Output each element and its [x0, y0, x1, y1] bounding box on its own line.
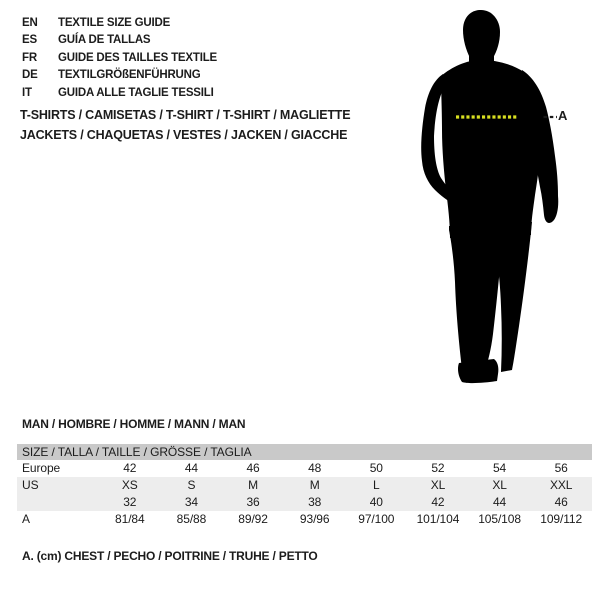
language-row — [22, 15, 382, 32]
language-row — [22, 85, 382, 102]
language-code: FR — [22, 51, 37, 64]
language-title: TEXTILGRÖßENFÜHRUNG — [58, 69, 201, 82]
table-cell: 85/88 — [176, 512, 207, 526]
table-cell: M — [248, 478, 259, 492]
table-row-europe — [17, 460, 592, 477]
table-cell: 40 — [369, 495, 383, 509]
table-cell: S — [187, 478, 196, 492]
garment-categories — [20, 106, 440, 145]
language-code: ES — [22, 34, 37, 47]
language-title: GUIDA ALLE TAGLIE TESSILI — [58, 86, 214, 99]
table-cell: XL — [492, 478, 507, 492]
table-cell: XS — [121, 478, 138, 492]
table-cell: 89/92 — [238, 512, 268, 526]
silhouette-shapes — [421, 10, 558, 383]
category-jackets: JACKETS / CHAQUETAS / VESTES / JACKEN / GIACCHE — [20, 127, 348, 142]
language-code: IT — [22, 86, 32, 99]
size-table-header: SIZE / TALLA / TAILLE / GRÖSSE / TAGLIA — [17, 444, 592, 460]
measure-label-a: A — [558, 108, 568, 123]
table-cell: 93/96 — [299, 512, 330, 526]
language-code: DE — [22, 69, 38, 82]
language-title: TEXTILE SIZE GUIDE — [58, 17, 171, 29]
language-code: EN — [22, 17, 38, 29]
table-cell: L — [373, 478, 380, 492]
table-cell: 54 — [492, 461, 507, 475]
man-silhouette-svg — [405, 0, 600, 400]
table-cell: 36 — [246, 495, 260, 509]
language-title: GUIDE DES TAILLES TEXTILE — [58, 51, 217, 64]
table-cell: XXL — [549, 478, 573, 492]
table-cell: M — [309, 478, 320, 492]
table-cell: 101/104 — [416, 512, 460, 526]
table-cell: 46 — [554, 495, 568, 509]
row-label: Europe — [22, 461, 61, 475]
language-row — [22, 32, 382, 49]
table-cell: 38 — [308, 495, 322, 509]
table-cell: 56 — [554, 461, 568, 475]
table-cell: 44 — [184, 461, 199, 475]
man-silhouette-figure — [405, 0, 600, 400]
table-cell: 81/84 — [115, 512, 145, 526]
table-cell: 52 — [431, 461, 445, 475]
table-row-chest-cm — [17, 511, 592, 528]
row-label: US — [22, 478, 39, 492]
size-table — [17, 444, 592, 528]
row-label: A — [22, 512, 30, 526]
table-cell: 46 — [246, 461, 260, 475]
language-row — [22, 50, 382, 67]
table-cell: 44 — [492, 495, 507, 509]
table-cell: 42 — [431, 495, 445, 509]
language-row — [22, 67, 382, 84]
table-cell: 32 — [123, 495, 137, 509]
table-cell: 109/112 — [540, 512, 583, 526]
section-title-man: MAN / HOMBRE / HOMME / MANN / MAN — [22, 417, 246, 431]
table-cell: 48 — [308, 461, 322, 475]
table-cell: 97/100 — [358, 512, 395, 526]
language-title: GUÍA DE TALLAS — [58, 34, 151, 47]
category-tshirts: T-SHIRTS / CAMISETAS / T-SHIRT / T-SHIRT / MAGLIETTE — [20, 108, 351, 122]
measure-footnote: A. (cm) CHEST / PECHO / POITRINE / TRUHE / PETTO — [22, 549, 318, 563]
table-cell: 34 — [184, 495, 199, 509]
table-cell: 42 — [123, 461, 137, 475]
language-list — [22, 15, 382, 102]
table-row-us-numbers — [17, 494, 592, 511]
row-label — [17, 494, 99, 511]
table-cell: 50 — [369, 461, 383, 475]
table-cell: XL — [430, 478, 446, 492]
table-row-us-letters — [17, 477, 592, 494]
table-cell: 105/108 — [478, 512, 521, 526]
